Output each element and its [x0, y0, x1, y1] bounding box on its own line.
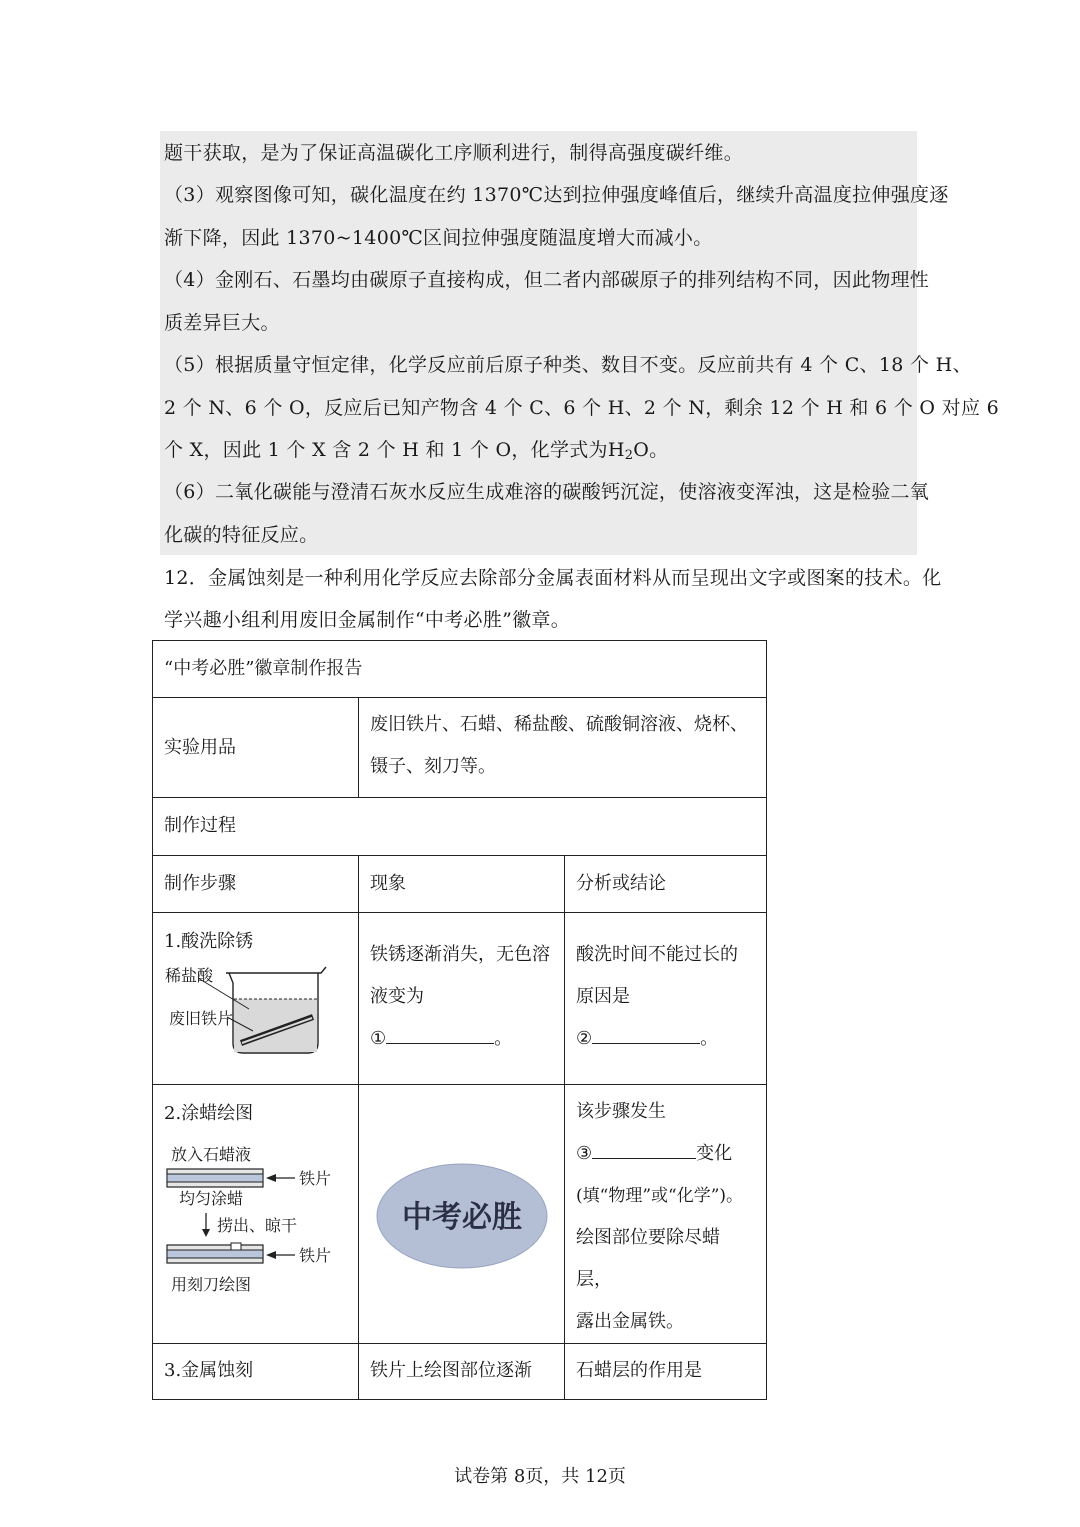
step1-analysis: [565, 913, 767, 1085]
header-phenomenon: 现象: [359, 856, 565, 913]
explanation-line: 题干获取，是为了保证高温碳化工序顺利进行，制得高强度碳纤维。: [164, 142, 744, 164]
analysis-text: 原因是: [576, 986, 630, 1007]
blank-end: 。: [700, 1028, 719, 1049]
badge-cell: [359, 1085, 565, 1344]
explanation-line: [164, 438, 668, 468]
formula-subscript: 2: [624, 448, 634, 463]
report-title: “中考必胜”徽章制作报告: [153, 641, 767, 698]
step3-title: 3.金属蚀刻: [153, 1344, 359, 1400]
analysis-text: 露出金属铁。: [576, 1311, 684, 1332]
materials-cell: [359, 698, 767, 798]
question-line: 12．金属蚀刻是一种利用化学反应去除部分金属表面材料从而呈现出文字或图案的技术。化: [164, 567, 942, 589]
explanation-line: （4）金刚石、石墨均由碳原子直接构成，但二者内部碳原子的排列结构不同，因此物理性: [164, 269, 930, 291]
header-step: 制作步骤: [153, 856, 359, 913]
answer-blank-1[interactable]: [370, 1018, 553, 1060]
step2-cell: [153, 1085, 359, 1344]
badge-text: 中考必胜: [402, 1200, 522, 1234]
fig-iron-1: 铁片: [299, 1171, 332, 1188]
analysis-text: 绘图部位要除尽蜡层，: [576, 1227, 720, 1290]
answer-blank-3[interactable]: [576, 1133, 755, 1175]
analysis-text: (填“物理”或“化学”)。: [576, 1186, 744, 1206]
fig-label-acid: 稀盐酸: [165, 968, 214, 985]
materials-text: 废旧铁片、石蜡、稀盐酸、硫酸铜溶液、烧杯、: [370, 714, 748, 735]
materials-label: 实验用品: [153, 698, 359, 798]
explanation-line: （6）二氧化碳能与澄清石灰水反应生成难溶的碳酸钙沉淀，使溶液变浑浊，这是检验二氧: [164, 481, 930, 503]
blank-number: ②: [576, 1028, 593, 1049]
step2-title: 2.涂蜡绘图: [164, 1103, 254, 1124]
step1-cell: [153, 913, 359, 1085]
explanation-text: 个 X，因此 1 个 X 含 2 个 H 和 1 个 O，化学式为: [164, 439, 608, 461]
formula-h: H: [607, 439, 625, 461]
analysis-text: 酸洗时间不能过长的: [576, 944, 738, 965]
explanation-line: 渐下降，因此 1370~1400℃区间拉伸强度随温度增大而减小。: [164, 227, 713, 249]
blank-underline: [386, 1023, 494, 1044]
fig-even-wax: 均匀涂蜡: [179, 1191, 244, 1208]
step3-phenomenon: 铁片上绘图部位逐渐: [359, 1344, 565, 1400]
explanation-line: （3）观察图像可知，碳化温度在约 1370℃达到拉伸强度峰值后，继续升高温度拉伸强度逐: [164, 184, 949, 206]
fig-take-out: 捞出、晾干: [217, 1218, 298, 1235]
page-footer: 试卷第 8页，共 12页: [454, 1466, 626, 1487]
badge-figure: [359, 1101, 564, 1328]
question-line: 学兴趣小组利用废旧金属制作“中考必胜”徽章。: [164, 609, 571, 631]
explanation-line: （5）根据质量守恒定律，化学反应前后原子种类、数目不变。反应前共有 4 个 C、18 个 H、: [164, 354, 972, 376]
fig-carve: 用刻刀绘图: [171, 1277, 252, 1294]
blank-number: ①: [370, 1028, 387, 1049]
step3-analysis: 石蜡层的作用是: [565, 1344, 767, 1400]
fig-put-wax: 放入石蜡液: [171, 1147, 252, 1164]
blank-end: 。: [494, 1028, 513, 1049]
materials-text: 镊子、刻刀等。: [370, 756, 496, 777]
step1-phenomenon: [359, 913, 565, 1085]
badge-report-table: [152, 640, 767, 1400]
fig-iron-2: 铁片: [299, 1248, 332, 1265]
blank-suffix: 变化: [696, 1143, 733, 1164]
formula-tail: O。: [633, 439, 669, 461]
answer-blank-2[interactable]: [576, 1018, 755, 1060]
blank-number: ③: [576, 1143, 593, 1164]
analysis-text: 该步骤发生: [576, 1101, 666, 1122]
explanation-line: 2 个 N、6 个 O，反应后已知产物含 4 个 C、6 个 H、2 个 N，剩余 12 个 H 和 6 个 O 对应 6: [164, 397, 999, 419]
explanation-line: 质差异巨大。: [164, 312, 280, 334]
fig-label-iron: 废旧铁片: [169, 1011, 234, 1028]
header-analysis: 分析或结论: [565, 856, 767, 913]
blank-underline: [592, 1023, 700, 1044]
explanation-line: 化碳的特征反应。: [164, 524, 319, 546]
step2-analysis: [565, 1085, 767, 1344]
step1-title: 1.酸洗除锈: [164, 931, 254, 952]
process-label: 制作过程: [153, 798, 767, 856]
blank-underline: [592, 1138, 696, 1159]
phenomenon-text: 铁锈逐渐消失，无色溶: [370, 944, 550, 965]
phenomenon-text: 液变为: [370, 986, 424, 1007]
